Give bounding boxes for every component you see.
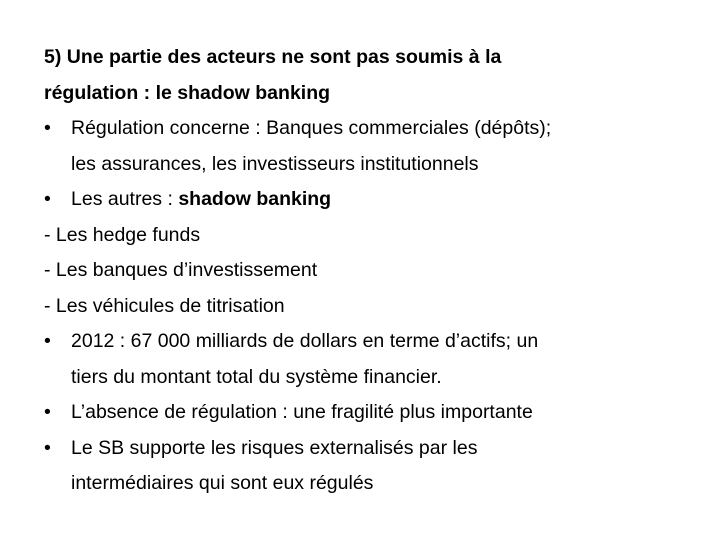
dash-item-investment-banks: - Les banques d’investissement — [44, 259, 318, 281]
bullet-2012-assets — [44, 324, 684, 360]
bullet-text: Les autres : — [71, 188, 179, 210]
bullet-regulation — [44, 111, 684, 147]
bullet-mark: • — [44, 188, 51, 210]
bullet-sb-risks — [44, 431, 684, 467]
bullet-text: Le SB supporte les risques externalisés par les — [71, 436, 478, 459]
bullet-sb-risks-continuation: intermédiaires qui sont eux régulés — [71, 472, 374, 494]
slide-title-line-2: régulation : le shadow banking — [44, 81, 331, 104]
bullet-text: Régulation concerne : Banques commerciales (dépôts); — [71, 117, 552, 139]
bullet-mark: • — [44, 330, 51, 352]
slide-title-line-1: 5) Une partie des acteurs ne sont pas soumis à la — [44, 46, 502, 68]
slide-content — [44, 40, 684, 502]
bullet-mark: • — [44, 401, 51, 423]
bullet-text: L’absence de régulation : une fragilité plus importante — [71, 401, 533, 423]
bullet-text: 2012 : 67 000 milliards de dollars en terme d’actifs; un — [71, 330, 539, 352]
bullet-mark: • — [44, 117, 51, 139]
bullet-bold-text: shadow banking — [178, 188, 332, 210]
bullet-2012-assets-continuation: tiers du montant total du système financier. — [71, 365, 442, 388]
dash-item-securitization-vehicles: - Les véhicules de titrisation — [44, 294, 285, 317]
dash-item-hedge-funds: - Les hedge funds — [44, 223, 201, 246]
bullet-mark: • — [44, 436, 51, 459]
bullet-regulation-continuation: les assurances, les investisseurs institutionnels — [71, 152, 479, 175]
bullet-fragility — [44, 395, 684, 431]
bullet-others — [44, 182, 684, 218]
